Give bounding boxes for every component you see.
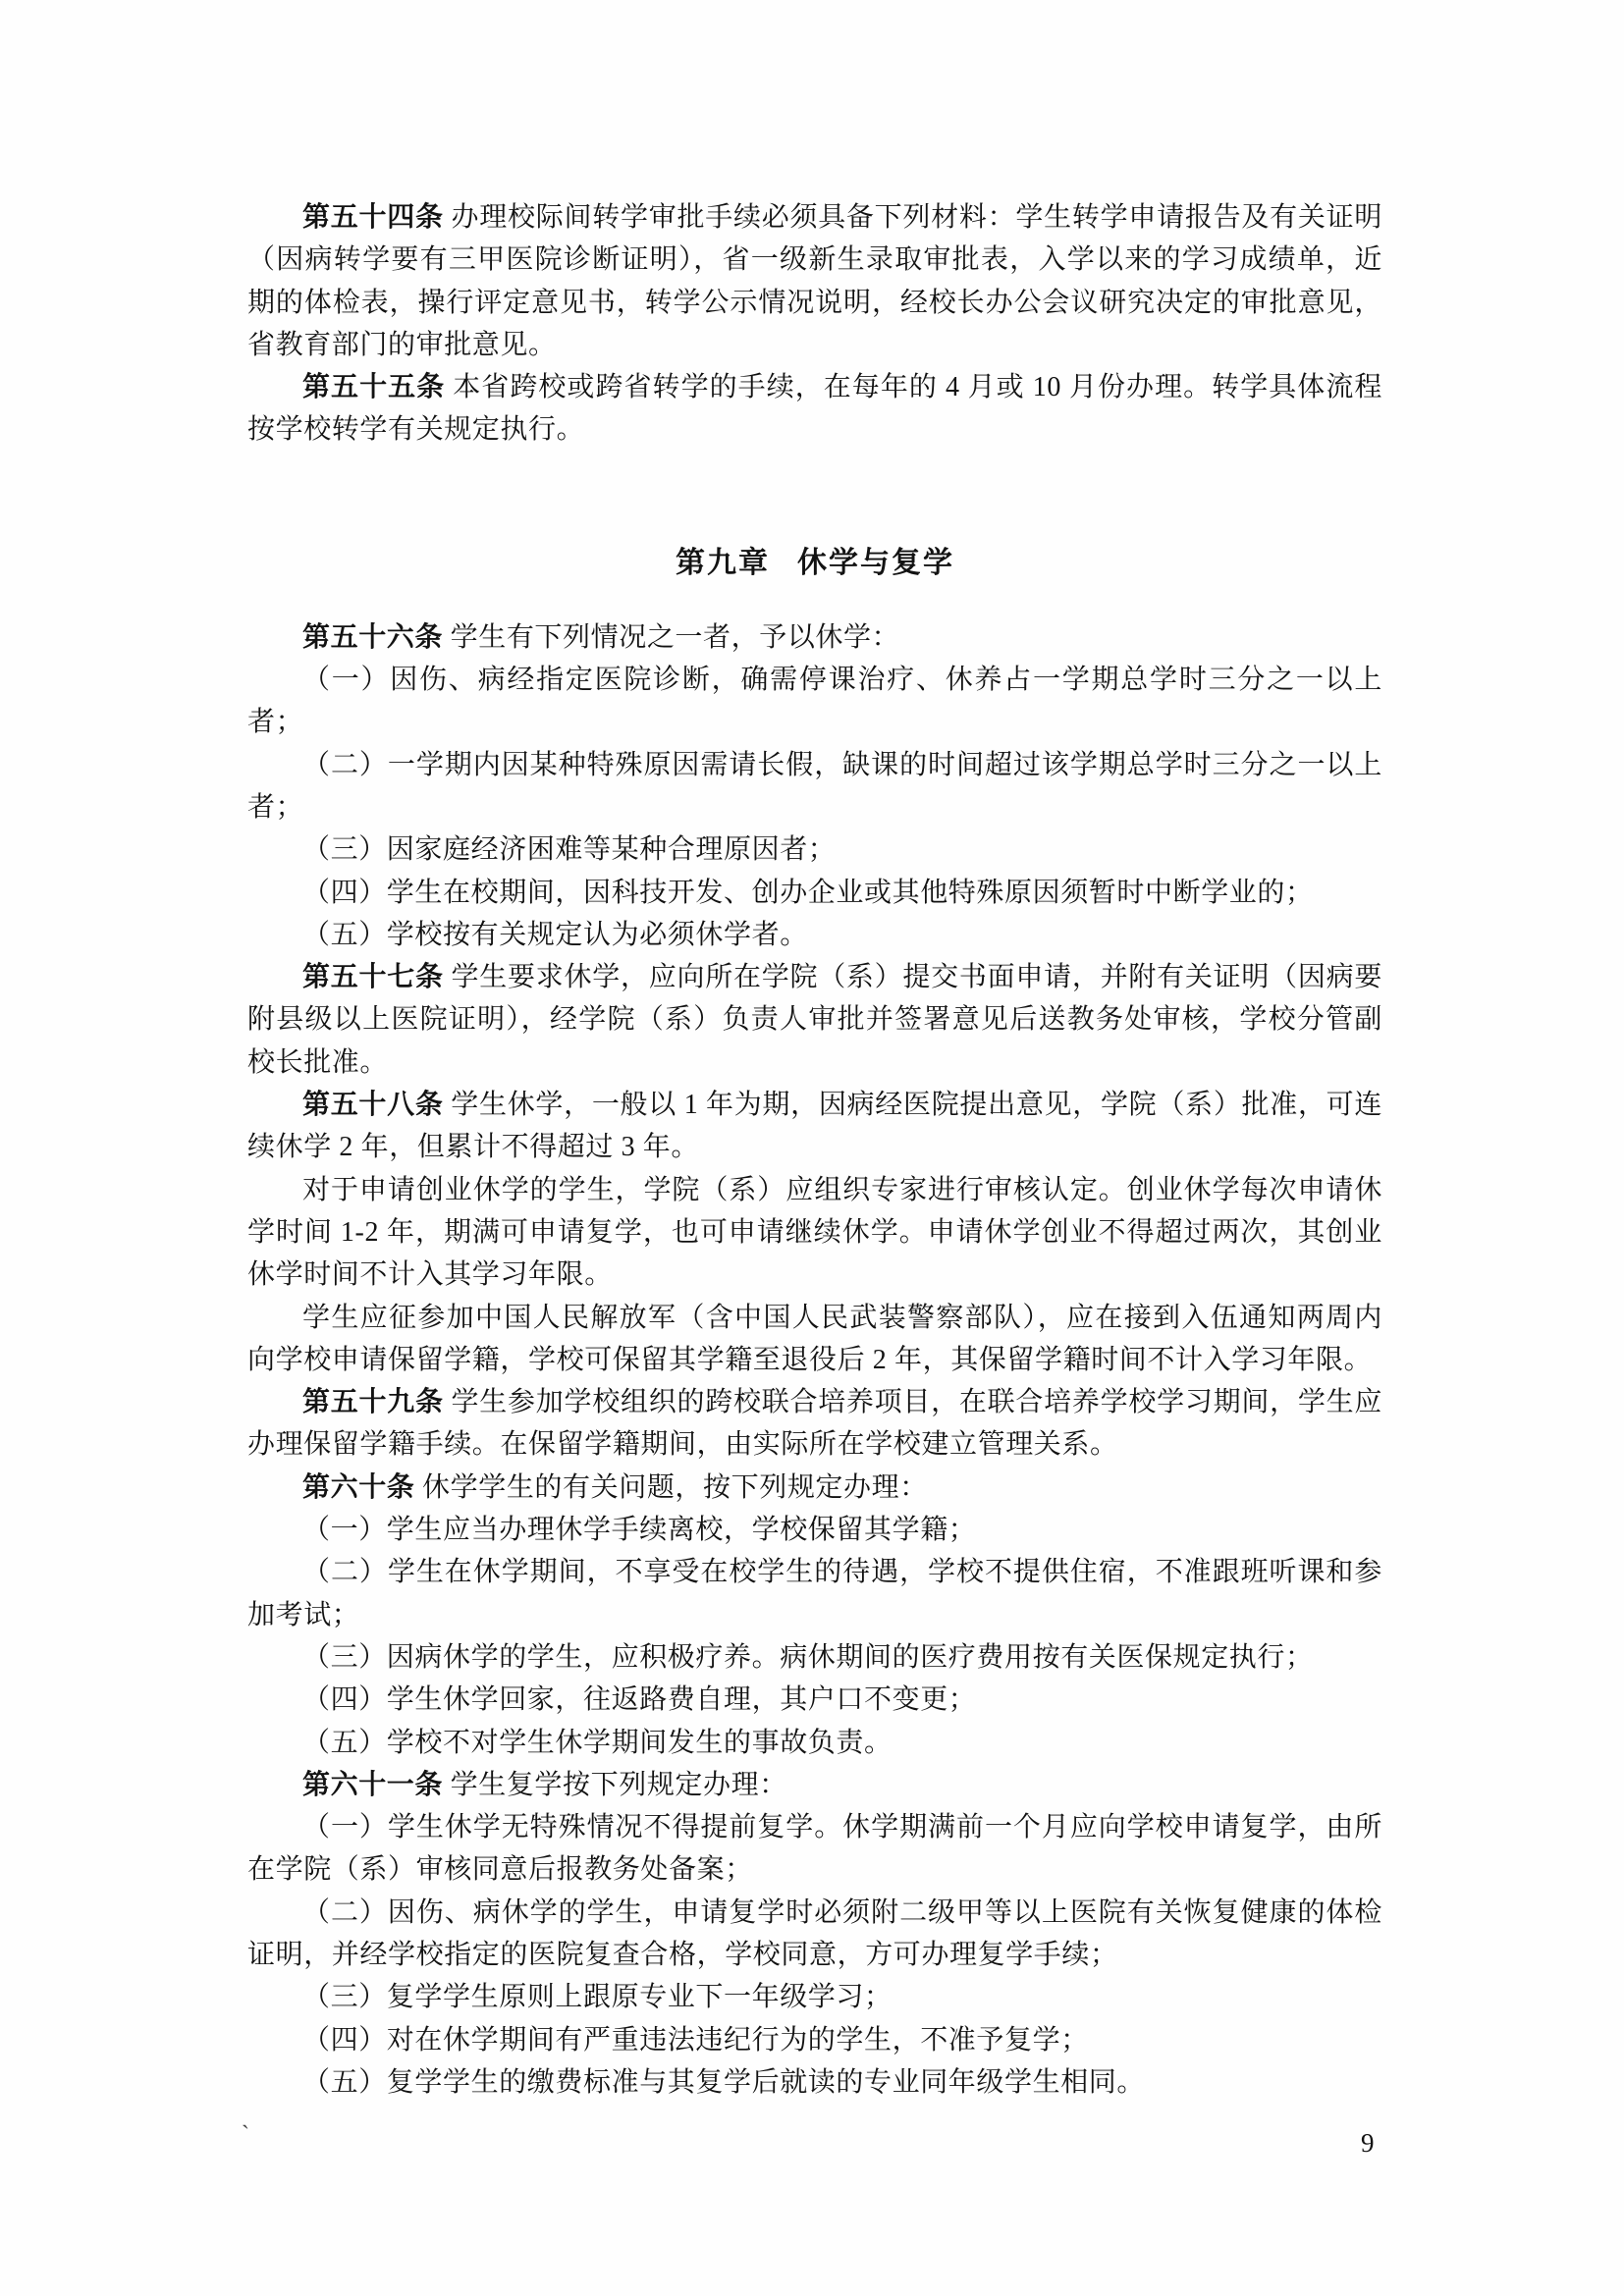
- paragraph-text: 学生复学按下列规定办理：: [450, 1769, 787, 1800]
- paragraph-text: 学生应征参加中国人民解放军（含中国人民武装警察部队），应在接到入伍通知两周内向学校申请保留学籍，学校可保留其学籍至退役后 2 年，其保留学籍时间不计入学习年限。: [247, 1302, 1382, 1375]
- body-paragraph: [247, 1976, 1382, 2018]
- article-number: 第五十六条: [302, 621, 444, 653]
- body-paragraph: [247, 1509, 1382, 1551]
- body-paragraph: [247, 1169, 1382, 1297]
- paragraph-text: 本省跨校或跨省转学的手续，在每年的 4 月或 10 月份办理。转学具体流程按学校转学有关规定执行。: [247, 372, 1382, 446]
- body-paragraph: [247, 872, 1382, 914]
- article-paragraph: [247, 1084, 1382, 1169]
- paragraph-text: 学生参加学校组织的跨校联合培养项目，在联合培养学校学习期间，学生应办理保留学籍手续。在保留学籍期间，由实际所在学校建立管理关系。: [247, 1387, 1382, 1461]
- paragraph-text: （五）复学学生的缴费标准与其复学后就读的专业同年级学生相同。: [302, 2066, 1146, 2098]
- article-paragraph: [247, 1764, 1382, 1806]
- paragraph-text: 学生有下列情况之一者，予以休学：: [450, 621, 900, 653]
- article-paragraph: [247, 956, 1382, 1084]
- paragraph-text: （四）对在休学期间有严重违法违纪行为的学生，不准予复学；: [302, 2024, 1089, 2056]
- paragraph-text: （四）学生在校期间，因科技开发、创办企业或其他特殊原因须暂时中断学业的；: [302, 877, 1314, 908]
- paragraph-text: （一）因伤、病经指定医院诊断，确需停课治疗、休养占一学期总学时三分之一以上者；: [247, 665, 1382, 738]
- paragraph-text: 对于申请创业休学的学生，学院（系）应组织专家进行审核认定。创业休学每次申请休学时间 1-2 年，期满可申请复学，也可申请继续休学。申请休学创业不得超过两次，其创业休学时间不计入其学习年限。: [247, 1174, 1382, 1291]
- paragraph-text: （五）学校按有关规定认为必须休学者。: [302, 919, 808, 950]
- article-number: 第六十条: [302, 1471, 415, 1503]
- body-paragraph: [247, 1892, 1382, 1977]
- article-paragraph: [247, 1467, 1382, 1509]
- section-before-chapter: [247, 196, 1382, 452]
- chapter-heading: [247, 542, 1382, 584]
- paragraph-text: （三）因家庭经济困难等某种合理原因者；: [302, 834, 837, 866]
- article-number: 第五十四条: [302, 202, 444, 233]
- chapter-title: 休学与复学: [797, 546, 954, 579]
- paragraph-text: （二）学生在休学期间，不享受在校学生的待遇，学校不提供住宿，不准跟班听课和参加考试；: [247, 1557, 1382, 1630]
- body-paragraph: [247, 828, 1382, 871]
- paragraph-text: （五）学校不对学生休学期间发生的事故负责。: [302, 1727, 893, 1758]
- paragraph-text: 学生要求休学，应向所在学院（系）提交书面申请，并附有关证明（因病要附县级以上医院证明），经学院（系）负责人审批并签署意见后送教务处审核，学校分管副校长批准。: [247, 962, 1382, 1078]
- paragraph-text: （三）因病休学的学生，应积极疗养。病休期间的医疗费用按有关医保规定执行；: [302, 1641, 1314, 1673]
- article-number: 第五十八条: [302, 1090, 444, 1121]
- article-paragraph: [247, 196, 1382, 366]
- stray-scan-mark: `: [242, 2122, 249, 2148]
- article-number: 第五十九条: [302, 1387, 444, 1418]
- article-paragraph: [247, 1381, 1382, 1467]
- paragraph-text: （二）因伤、病休学的学生，申请复学时必须附二级甲等以上医院有关恢复健康的体检证明，并经学校指定的医院复查合格，学校同意，方可办理复学手续；: [247, 1896, 1382, 1970]
- body-paragraph: [247, 1679, 1382, 1721]
- body-paragraph: [247, 2061, 1382, 2104]
- body-paragraph: [247, 2019, 1382, 2061]
- chapter-label: 第九章: [676, 546, 770, 579]
- article-number: 第五十五条: [302, 372, 446, 403]
- paragraph-text: 办理校际间转学审批手续必须具备下列材料：学生转学申请报告及有关证明（因病转学要有三甲医院诊断证明），省一级新生录取审批表，入学以来的学习成绩单，近期的体检表，操行评定意见书，转学公示情况说明，经校长办公会议研究决定的审批意见，省教育部门的审批意见。: [247, 202, 1382, 360]
- article-paragraph: [247, 616, 1382, 659]
- section-after-chapter: [247, 616, 1382, 2104]
- body-paragraph: [247, 1551, 1382, 1636]
- body-paragraph: [247, 744, 1382, 829]
- document-content: [247, 196, 1382, 2104]
- article-paragraph: [247, 366, 1382, 452]
- paragraph-text: （二）一学期内因某种特殊原因需请长假，缺课的时间超过该学期总学时三分之一以上者；: [247, 749, 1382, 823]
- body-paragraph: [247, 1636, 1382, 1679]
- paragraph-text: （三）复学学生原则上跟原专业下一年级学习；: [302, 1982, 893, 2013]
- body-paragraph: [247, 1806, 1382, 1892]
- paragraph-text: （一）学生应当办理休学手续离校，学校保留其学籍；: [302, 1515, 977, 1546]
- paragraph-text: 学生休学，一般以 1 年为期，因病经医院提出意见，学院（系）批准，可连续休学 2 年，但累计不得超过 3 年。: [247, 1090, 1382, 1163]
- body-paragraph: [247, 659, 1382, 744]
- paragraph-text: （一）学生休学无特殊情况不得提前复学。休学期满前一个月应向学校申请复学，由所在学院（系）审核同意后报教务处备案；: [247, 1812, 1382, 1886]
- body-paragraph: [247, 1297, 1382, 1382]
- body-paragraph: [247, 914, 1382, 956]
- article-number: 第六十一条: [302, 1769, 444, 1800]
- paragraph-text: 休学学生的有关问题，按下列规定办理：: [422, 1471, 928, 1503]
- page-number: 9: [1361, 2128, 1375, 2158]
- paragraph-text: （四）学生休学回家，往返路费自理，其户口不变更；: [302, 1684, 977, 1716]
- article-number: 第五十七条: [302, 962, 444, 993]
- body-paragraph: [247, 1722, 1382, 1764]
